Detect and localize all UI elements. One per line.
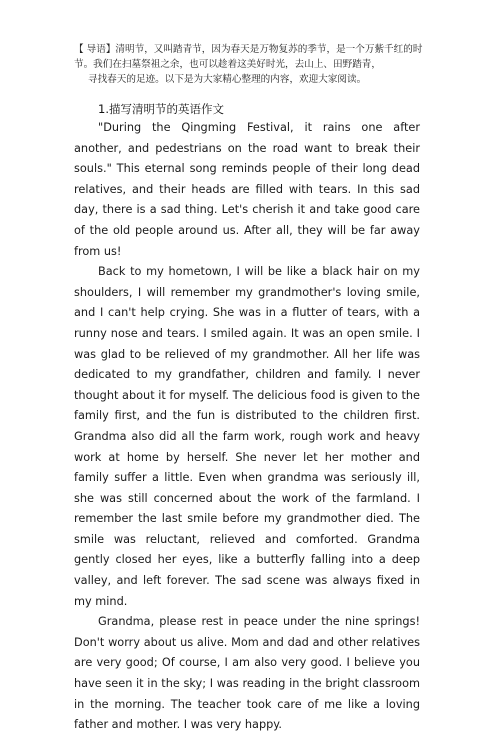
- paragraph-3: Grandma, please rest in peace under the nine springs! Don't worry about us alive. Mom and dad and other relatives are very good; Of course, I am also very good. I believe you have seen it in the sky; I was reading in the bright classroom in the morning. The teacher took care of me like a loving father and mother. I was very happy.: [74, 615, 420, 732]
- paragraph-2: Back to my hometown, I will be like a black hair on my shoulders, I will remember my grandmother's loving smile, and I can't help crying. She was in a flutter of tears, with a runny nose and tears. I smiled again. It was an open smile. I was glad to be relieved of my grandmother. All her life was dedicated to my grandfather, children and family. I never thought about it for myself. The delicious food is given to the family first, and the fun is distributed to the children first. Grandma also did all the farm work, rough work and heavy work at home by herself. She never let her mother and family suffer a little. Even when grandma was seriously ill, she was still concerned about the work of the farmland. I remember the last smile before my grandmother died. The smile was reluctant, relieved and comforted. Grandma gently closed her eyes, like a butterfly falling into a deep valley, and left forever. The sad scene was always fixed in my mind.: [74, 265, 420, 608]
- essay-body: [74, 118, 420, 736]
- intro-text: [74, 42, 424, 87]
- section-heading: 1.描写清明节的英语作文: [98, 102, 224, 116]
- intro-line-1: 【 导语】清明节，又叫踏青节，因为春天是万物复苏的季节，是一个万紫千红的时节。我们在扫墓祭祖之余，也可以趁着这美好时光，去山上、田野踏青，: [74, 44, 423, 70]
- paragraph-1: "During the Qingming Festival, it rains one after another, and pedestrians on the road want to break their souls." This eternal song reminds people of their long dead relatives, and their heads are filled with tears. In this sad day, there is a sad thing. Let's cherish it and take good care of the old people around us. After all, they will be far away from us!: [74, 121, 420, 258]
- intro-line-2: 寻找春天的足迹。以下是为大家精心整理的内容，欢迎大家阅读。: [88, 74, 367, 85]
